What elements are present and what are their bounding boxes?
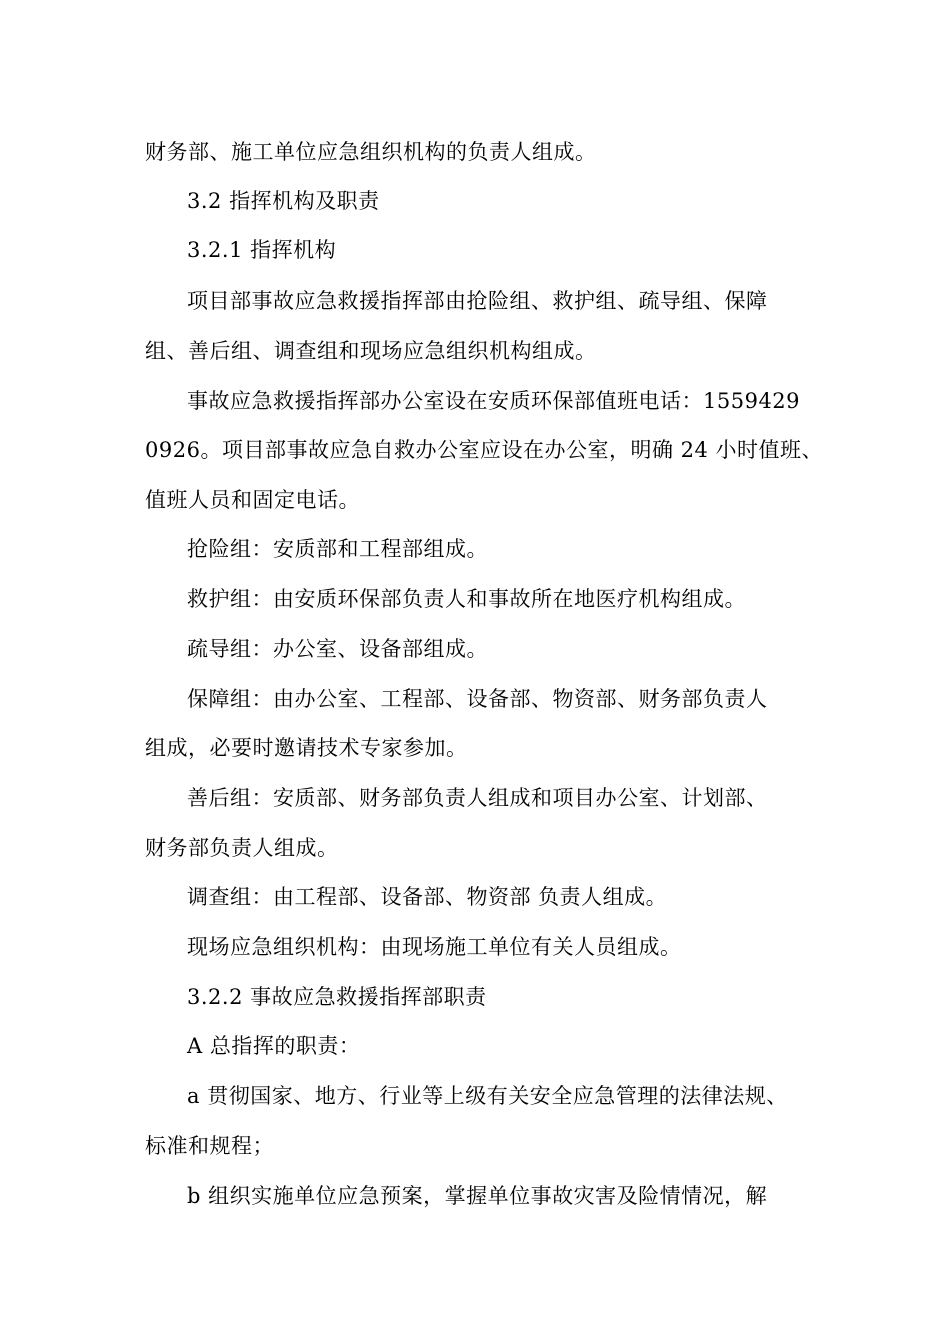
section-heading-3-2-1: 3.2.1 指挥机构 [187,238,337,262]
text-line: 0926。项目部事故应急自救办公室应设在办公室，明确 24 小时值班、 [145,438,824,462]
text-line: 调查组：由工程部、设备部、物资部 负责人组成。 [187,885,668,909]
text-line: 值班人员和固定电话。 [145,488,360,512]
text-line: 组成，必要时邀请技术专家参加。 [145,736,468,760]
text-line: 善后组：安质部、财务部负责人组成和项目办公室、计划部、 [187,786,768,810]
text-line: 保障组：由办公室、工程部、设备部、物资部、财务部负责人 [187,687,768,711]
text-line: 项目部事故应急救援指挥部由抢险组、救护组、疏导组、保障 [187,289,768,313]
text-line: 标准和规程； [145,1134,274,1158]
text-line: 现场应急组织机构：由现场施工单位有关人员组成。 [187,935,682,959]
text-line: 组、善后组、调查组和现场应急组织机构组成。 [145,339,597,363]
text-line: b 组织实施单位应急预案，掌握单位事故灾害及险情情况，解 [187,1184,768,1208]
text-line: 疏导组：办公室、设备部组成。 [187,637,488,661]
section-heading-3-2: 3.2 指挥机构及职责 [187,189,380,213]
section-heading-3-2-2: 3.2.2 事故应急救援指挥部职责 [187,985,487,1009]
text-line: 抢险组：安质部和工程部组成。 [187,537,488,561]
text-line: 救护组：由安质环保部负责人和事故所在地医疗机构组成。 [187,587,746,611]
text-line: a 贯彻国家、地方、行业等上级有关安全应急管理的法律法规、 [187,1084,788,1108]
text-line: 财务部负责人组成。 [145,836,339,860]
text-line: 事故应急救援指挥部办公室设在安质环保部值班电话：1559429 [187,389,801,413]
text-line: 财务部、施工单位应急组织机构的负责人组成。 [145,140,597,164]
text-line: A 总指挥的职责： [187,1034,361,1058]
